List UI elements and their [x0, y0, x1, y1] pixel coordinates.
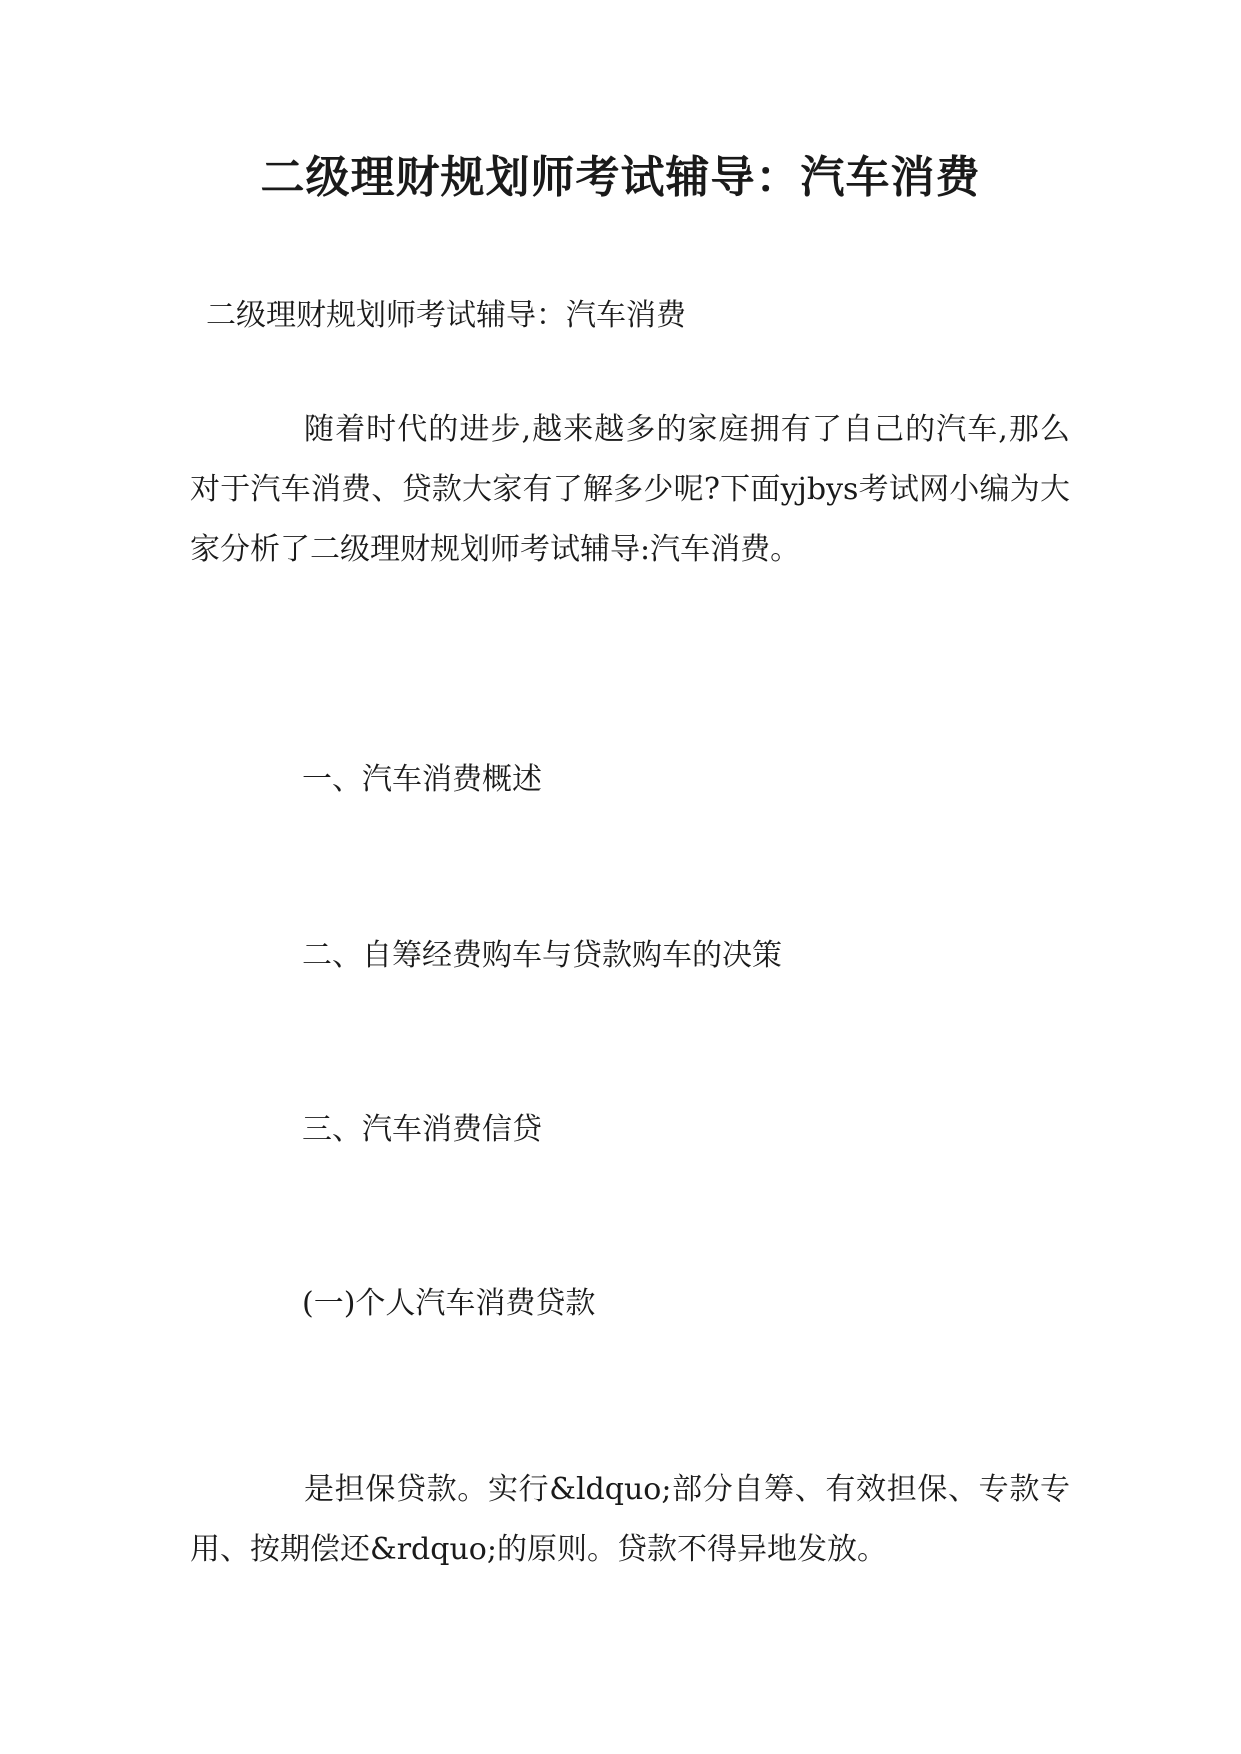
document-title: 二级理财规划师考试辅导：汽车消费 — [260, 152, 981, 203]
section-heading-3: 三、汽车消费信贷 — [302, 1112, 542, 1147]
body-paragraph: 是担保贷款。实行&ldquo;部分自筹、有效担保、专款专用、按期偿还&rdquo;的原则。贷款不得异地发放。 — [190, 1472, 1070, 1567]
section-heading-1: 一、汽车消费概述 — [302, 762, 542, 797]
section-heading-2: 二、自筹经费购车与贷款购车的决策 — [302, 938, 782, 973]
subsection-heading-1: (一)个人汽车消费贷款 — [302, 1286, 596, 1321]
intro-paragraph: 随着时代的进步,越来越多的家庭拥有了自己的汽车,那么对于汽车消费、贷款大家有了解多少呢?下面yjbys考试网小编为大家分析了二级理财规划师考试辅导:汽车消费。 — [190, 412, 1070, 567]
document-subtitle: 二级理财规划师考试辅导：汽车消费 — [206, 298, 686, 333]
